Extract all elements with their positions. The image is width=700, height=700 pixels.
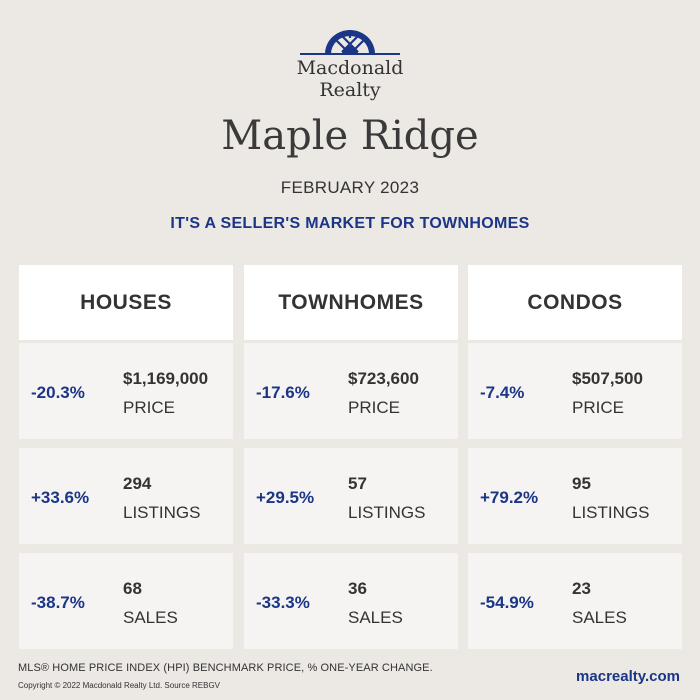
townhomes-listings-cell — [244, 448, 458, 544]
price-change: -20.3% — [31, 383, 85, 402]
listings-label: LISTINGS — [123, 503, 201, 522]
price-label: PRICE — [123, 398, 175, 417]
sales-label: SALES — [348, 608, 403, 627]
condos-sales-cell — [468, 553, 682, 649]
sales-value: 68 — [123, 579, 142, 598]
hpi-footnote: MLS® HOME PRICE INDEX (HPI) BENCHMARK PRICE, % ONE-YEAR CHANGE. — [18, 662, 433, 674]
listings-change: +33.6% — [31, 488, 90, 507]
listings-label: LISTINGS — [348, 503, 426, 522]
condos-listings-cell — [468, 448, 682, 544]
houses-price-cell — [19, 343, 233, 439]
price-value: $507,500 — [572, 369, 643, 388]
price-label: PRICE — [348, 398, 400, 417]
column-header-condos: CONDOS — [468, 265, 682, 340]
brand-logo — [0, 26, 700, 106]
townhomes-sales-cell — [244, 553, 458, 649]
price-label: PRICE — [572, 398, 624, 417]
listings-label: LISTINGS — [572, 503, 650, 522]
listings-value: 57 — [348, 474, 367, 493]
listings-change: +29.5% — [256, 488, 315, 507]
page-title: Maple Ridge — [221, 113, 479, 159]
report-period: FEBRUARY 2023 — [280, 178, 420, 197]
price-change: -17.6% — [256, 383, 310, 402]
logo-mark-icon — [300, 26, 400, 56]
market-headline: IT'S A SELLER'S MARKET FOR TOWNHOMES — [170, 215, 530, 232]
sales-value: 23 — [572, 579, 591, 598]
brand-name-line1: Macdonald — [296, 57, 404, 79]
townhomes-price-cell — [244, 343, 458, 439]
sales-change: -38.7% — [31, 593, 85, 612]
listings-value: 294 — [123, 474, 152, 493]
condos-price-cell — [468, 343, 682, 439]
column-header-houses: HOUSES — [19, 265, 233, 340]
sales-change: -33.3% — [256, 593, 310, 612]
sales-change: -54.9% — [480, 593, 534, 612]
listings-change: +79.2% — [480, 488, 539, 507]
listings-value: 95 — [572, 474, 591, 493]
brand-name-line2: Realty — [319, 79, 381, 101]
price-value: $723,600 — [348, 369, 419, 388]
sales-label: SALES — [123, 608, 178, 627]
houses-sales-cell — [19, 553, 233, 649]
column-header-townhomes: TOWNHOMES — [244, 265, 458, 340]
website-link[interactable]: macrealty.com — [576, 668, 680, 685]
price-change: -7.4% — [480, 383, 525, 402]
houses-listings-cell — [19, 448, 233, 544]
sales-label: SALES — [572, 608, 627, 627]
sales-value: 36 — [348, 579, 367, 598]
copyright-notice: Copyright © 2022 Macdonald Realty Ltd. Source REBGV — [18, 681, 220, 690]
price-value: $1,169,000 — [123, 369, 209, 388]
